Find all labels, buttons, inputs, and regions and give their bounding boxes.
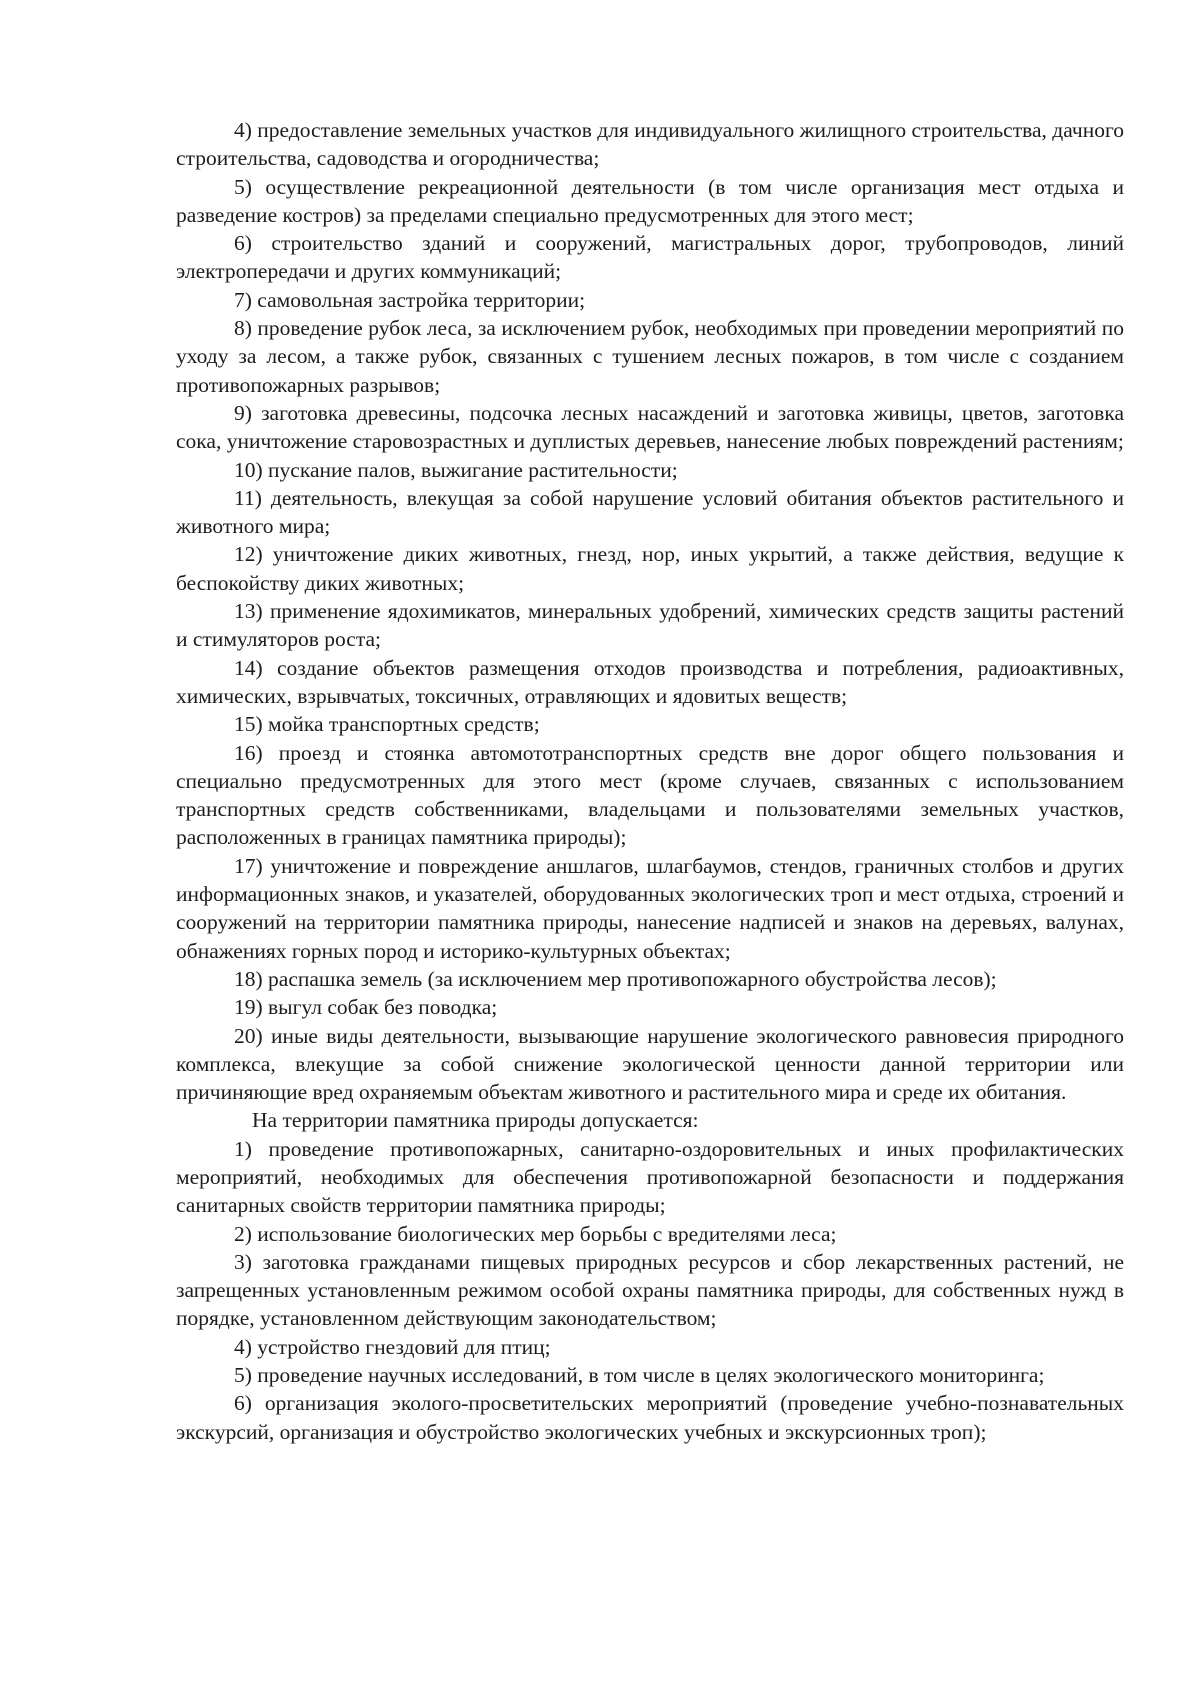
prohibited-item-9: 9) заготовка древесины, подсочка лесных насаждений и заготовка живицы, цветов, заготовка сока, уничтожение старовозрастных и дуплистых деревьев, нанесение любых повреждений растениям; — [176, 400, 1124, 454]
prohibited-item-11: 11) деятельность, влекущая за собой нарушение условий обитания объектов растительного и животного мира; — [176, 485, 1124, 539]
prohibited-item-19: 19) выгул собак без поводка; — [234, 995, 498, 1020]
permitted-item-3: 3) заготовка гражданами пищевых природных ресурсов и сбор лекарственных растений, не запрещенных установленным режимом особой охраны памятника природы, для собственных нужд в порядке, установленном действующим законодательством; — [176, 1249, 1124, 1331]
prohibited-item-17: 17) уничтожение и повреждение аншлагов, шлагбаумов, стендов, граничных столбов и других информационных знаков, и указателей, оборудованных экологических троп и мест отдыха, строений и сооружений на территории памятника природы, нанесение надписей и знаков на деревьях, валунах, обнажениях горных пород и историко-культурных объектах; — [176, 853, 1124, 963]
permitted-item-4: 4) устройство гнездовий для птиц; — [234, 1334, 551, 1359]
prohibited-item-5: 5) осуществление рекреационной деятельности (в том числе организация мест отдыха и разведение костров) за пределами специально предусмотренных для этого мест; — [176, 174, 1124, 227]
permitted-heading: На территории памятника природы допускается: — [252, 1108, 699, 1133]
prohibited-item-12: 12) уничтожение диких животных, гнезд, нор, иных укрытий, а также действия, ведущие к беспокойству диких животных; — [176, 542, 1124, 595]
prohibited-item-10: 10) пускание палов, выжигание растительности; — [234, 457, 678, 482]
document-body — [176, 116, 1124, 1446]
permitted-item-1: 1) проведение противопожарных, санитарно-оздоровительных и иных профилактических мероприятий, необходимых для обеспечения противопожарной безопасности и поддержания санитарных свойств территории памятника природы; — [176, 1136, 1124, 1218]
permitted-item-5: 5) проведение научных исследований, в том числе в целях экологического мониторинга; — [234, 1363, 1045, 1388]
prohibited-item-6: 6) строительство зданий и сооружений, магистральных дорог, трубопроводов, линий электропередачи и других коммуникаций; — [176, 231, 1124, 284]
prohibited-item-7: 7) самовольная застройка территории; — [234, 287, 586, 312]
permitted-item-2: 2) использование биологических мер борьбы с вредителями леса; — [234, 1221, 837, 1246]
prohibited-item-8: 8) проведение рубок леса, за исключением рубок, необходимых при проведении мероприятий по уходу за лесом, а также рубок, связанных с тушением лесных пожаров, в том числе с созданием противопожарных разрывов; — [176, 316, 1124, 397]
prohibited-item-15: 15) мойка транспортных средств; — [234, 712, 540, 737]
prohibited-item-14: 14) создание объектов размещения отходов производства и потребления, радиоактивных, химических, взрывчатых, токсичных, отравляющих и ядовитых веществ; — [176, 655, 1124, 708]
prohibited-item-13: 13) применение ядохимикатов, минеральных удобрений, химических средств защиты растений и стимуляторов роста; — [176, 599, 1124, 652]
permitted-item-6: 6) организация эколого-просветительских мероприятий (проведение учебно-познавательных экскурсий, организация и обустройство экологических учебных и экскурсионных троп); — [176, 1391, 1124, 1444]
prohibited-item-20: 20) иные виды деятельности, вызывающие нарушение экологического равновесия природного комплекса, влекущие за собой снижение экологической ценности данной территории или причиняющие вред охраняемым объектам животного и растительного мира и среде их обитания. — [176, 1023, 1124, 1105]
prohibited-item-18: 18) распашка земель (за исключением мер противопожарного обустройства лесов); — [234, 966, 997, 991]
prohibited-item-4: 4) предоставление земельных участков для индивидуального жилищного строительства, дачного строительства, садоводства и огородничества; — [176, 118, 1125, 171]
prohibited-item-16: 16) проезд и стоянка автомототранспортных средств вне дорог общего пользования и специально предусмотренных для этого мест (кроме случаев, связанных с использованием транспортных средств собственниками, владельцами и пользователями земельных участков, расположенных в границах памятника природы); — [176, 740, 1124, 850]
